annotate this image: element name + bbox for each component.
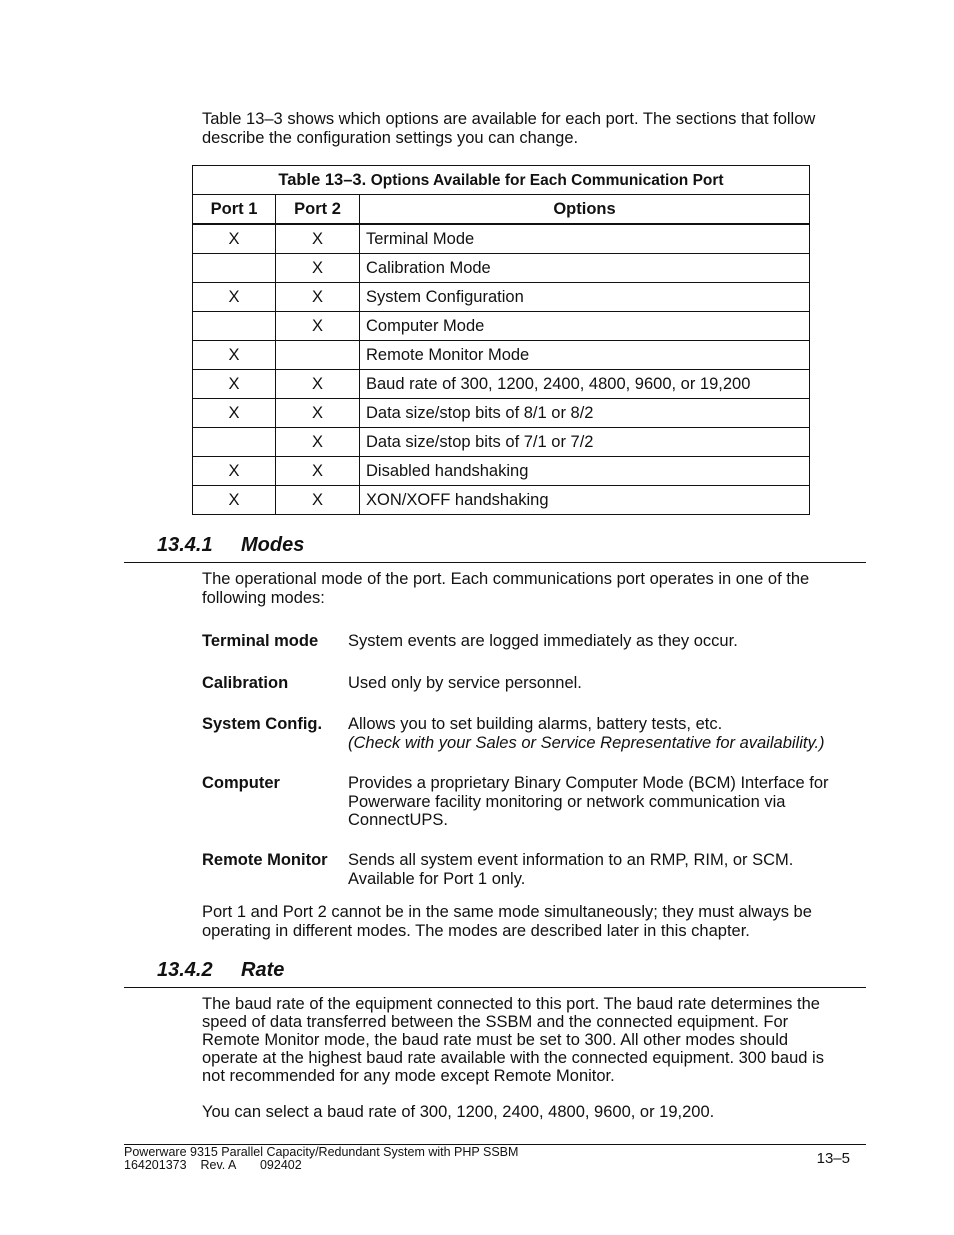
table-row	[193, 428, 810, 457]
footer-line-1: Powerware 9315 Parallel Capacity/Redundant System with PHP SSBM	[124, 1145, 519, 1159]
cell-port2: X	[276, 457, 360, 486]
header-options: Options	[360, 195, 810, 225]
cell-port1	[193, 254, 276, 283]
cell-port1	[193, 428, 276, 457]
options-table	[192, 165, 810, 515]
cell-option: Remote Monitor Mode	[360, 341, 810, 370]
cell-port2	[276, 341, 360, 370]
table-caption-text: Options Available for Each Communication Port	[370, 171, 724, 189]
desc-system-config-block	[348, 715, 858, 752]
cell-option: Calibration Mode	[360, 254, 810, 283]
modes-heading-title: Modes	[241, 534, 305, 556]
rate-heading	[157, 958, 284, 982]
cell-port1	[193, 312, 276, 341]
desc-calibration: Used only by service personnel.	[348, 674, 582, 692]
cell-option: Disabled handshaking	[360, 457, 810, 486]
table-row	[193, 486, 810, 515]
desc-remote-monitor: Sends all system event information to an RMP, RIM, or SCM. Available for Port 1 only.	[348, 851, 794, 888]
cell-option: System Configuration	[360, 283, 810, 312]
cell-port1: X	[193, 457, 276, 486]
rate-paragraph-1: The baud rate of the equipment connected to this port. The baud rate determines the speed of data transferred between the SSBM and the connected equipment. For Remote Monitor mode, the baud rate must be set to 300. All other modes should operate at the highest baud rate available with the connected equipment. 300 baud is not recommended for any mode except Remote Monitor.	[202, 995, 824, 1085]
cell-port1: X	[193, 224, 276, 254]
cell-port2: X	[276, 370, 360, 399]
cell-option: Computer Mode	[360, 312, 810, 341]
table-row	[193, 370, 810, 399]
footer-line-2: 164201373 Rev. A 092402	[124, 1158, 302, 1172]
header-port1: Port 1	[193, 195, 276, 225]
cell-option: Baud rate of 300, 1200, 2400, 4800, 9600, or 19,200	[360, 370, 810, 399]
cell-port1: X	[193, 399, 276, 428]
cell-option: Data size/stop bits of 7/1 or 7/2	[360, 428, 810, 457]
table-row	[193, 254, 810, 283]
term-remote-monitor: Remote Monitor	[202, 851, 328, 869]
modes-heading	[157, 533, 304, 557]
header-port2: Port 2	[276, 195, 360, 225]
cell-port2: X	[276, 399, 360, 428]
cell-port1: X	[193, 486, 276, 515]
cell-port2: X	[276, 312, 360, 341]
term-calibration: Calibration	[202, 674, 289, 692]
cell-option: Terminal Mode	[360, 224, 810, 254]
desc-system-config-note: (Check with your Sales or Service Representative for availability.)	[348, 733, 825, 752]
rate-heading-title: Rate	[241, 959, 285, 981]
rate-paragraph-2: You can select a baud rate of 300, 1200, 2400, 4800, 9600, or 19,200.	[202, 1103, 715, 1121]
term-computer: Computer	[202, 774, 280, 792]
page-number: 13–5	[816, 1150, 850, 1167]
table-row	[193, 457, 810, 486]
cell-port2: X	[276, 254, 360, 283]
table-row	[193, 341, 810, 370]
term-terminal-mode: Terminal mode	[202, 632, 319, 650]
cell-option: Data size/stop bits of 8/1 or 8/2	[360, 399, 810, 428]
term-system-config: System Config.	[202, 715, 323, 733]
desc-computer: Provides a proprietary Binary Computer Mode (BCM) Interface for Powerware facility monitoring or network communication via ConnectUPS.	[348, 774, 829, 829]
modes-heading-rule	[124, 562, 866, 563]
rate-heading-rule	[124, 987, 866, 988]
cell-port2: X	[276, 224, 360, 254]
modes-intro: The operational mode of the port. Each communications port operates in one of the following modes:	[202, 570, 810, 607]
cell-port2: X	[276, 486, 360, 515]
table-row	[193, 399, 810, 428]
cell-port1: X	[193, 341, 276, 370]
table-caption	[193, 166, 810, 195]
desc-terminal-mode: System events are logged immediately as they occur.	[348, 632, 738, 650]
cell-port2: X	[276, 428, 360, 457]
table-row	[193, 283, 810, 312]
intro-paragraph: Table 13–3 shows which options are available for each port. The sections that follow describe the configuration settings you can change.	[202, 110, 816, 147]
table-header-row	[193, 195, 810, 225]
cell-port1: X	[193, 370, 276, 399]
modes-closing: Port 1 and Port 2 cannot be in the same mode simultaneously; they must always be operating in different modes. The modes are described later in this chapter.	[202, 903, 812, 940]
desc-system-config: Allows you to set building alarms, battery tests, etc.	[348, 715, 723, 733]
table-row	[193, 224, 810, 254]
cell-option: XON/XOFF handshaking	[360, 486, 810, 515]
footer-text	[124, 1146, 518, 1172]
rate-heading-number: 13.4.2	[157, 959, 213, 981]
table-caption-number: Table 13–3.	[278, 170, 367, 189]
cell-port2: X	[276, 283, 360, 312]
cell-port1: X	[193, 283, 276, 312]
modes-heading-number: 13.4.1	[157, 534, 213, 556]
table-row	[193, 312, 810, 341]
